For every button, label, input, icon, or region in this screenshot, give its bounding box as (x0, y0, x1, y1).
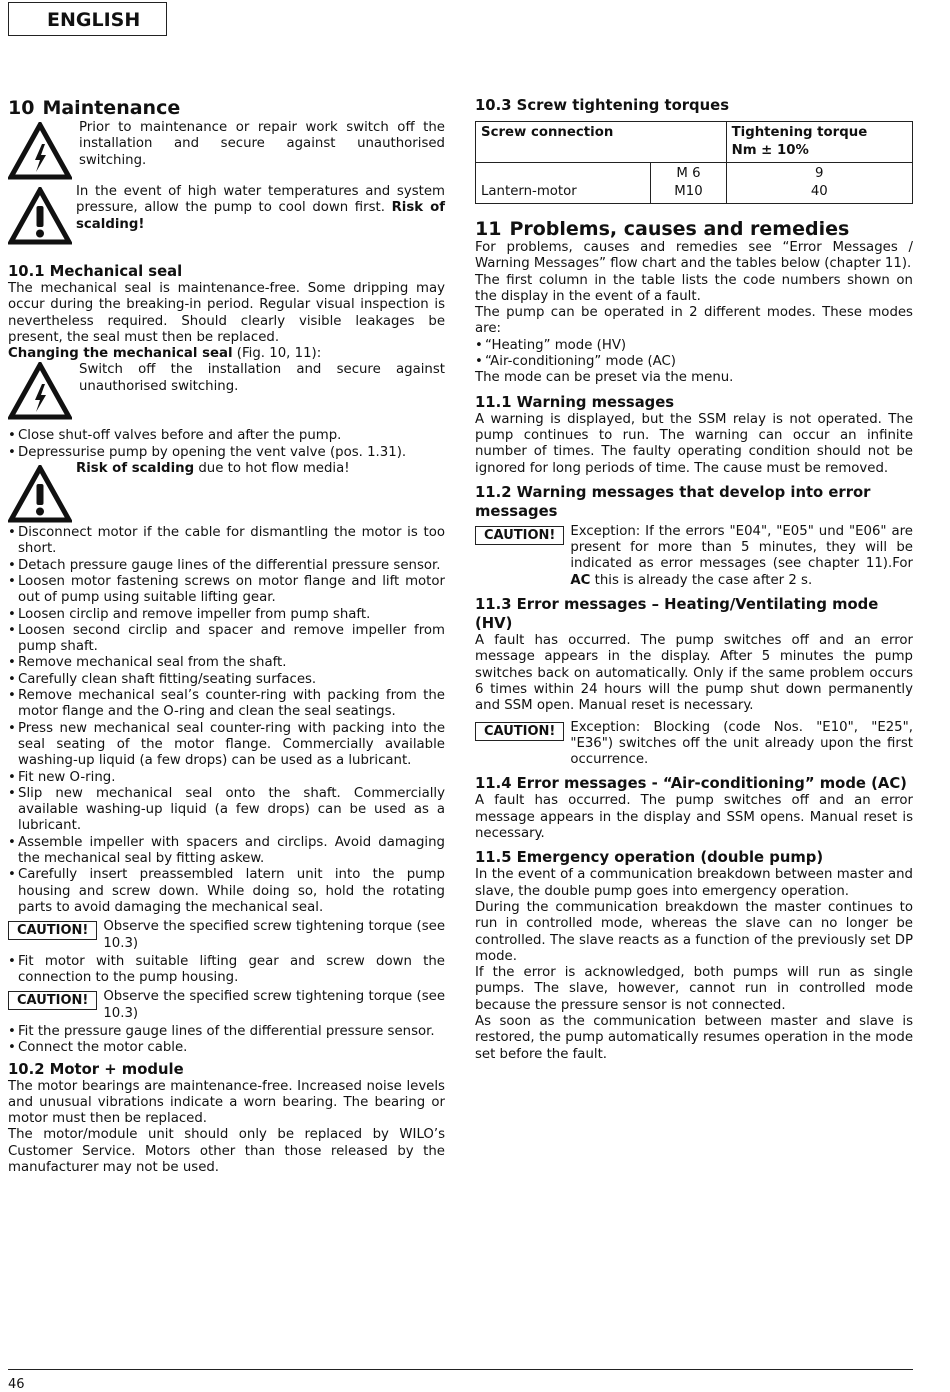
list-item: • “Air-conditioning” mode (AC) (475, 354, 913, 370)
list-item: • Loosen second circlip and spacer and remove impeller from pump shaft. (8, 623, 445, 656)
warning-text: Prior to maintenance or repair work switch off the installation and secure against unauthorised switching. (79, 120, 445, 168)
table-header-cell: Screw connection (476, 122, 727, 163)
figure-reference: (Fig. 10, 11): (232, 346, 322, 362)
paragraph: The pump can be operated in 2 different modes. These modes are: (475, 305, 913, 337)
section-number: 11 (475, 218, 502, 240)
header-line: Nm ± 10% (731, 143, 809, 158)
caution-note (8, 919, 445, 952)
caution-note (475, 524, 913, 589)
list-item: • Connect the motor cable. (8, 1040, 445, 1056)
warning-text-main: In the event of high water temperatures and system pressure, allow the pump to cool down first. (76, 184, 445, 216)
caution-text (570, 524, 913, 589)
screw-size: M10 (674, 184, 703, 199)
left-column (8, 94, 445, 1176)
paragraph: The motor/module unit should only be replaced by WILO’s Customer Service. Motors other than those released by the manufacturer may not be used. (8, 1127, 445, 1176)
scalding-warning-block (8, 461, 445, 525)
section-10-2-heading: 10.2 Motor + module (8, 1060, 184, 1078)
list-item: • Fit the pressure gauge lines of the differential pressure sensor. (8, 1024, 445, 1040)
list-item: • Loosen circlip and remove impeller from pump shaft. (8, 607, 445, 623)
section-10-3-heading: 10.3 Screw tightening torques (475, 97, 730, 114)
table-cell: Lantern-motor (476, 163, 651, 204)
hot-water-warning-block (8, 184, 445, 250)
torque-value: 40 (810, 184, 828, 199)
torque-value: 9 (815, 166, 824, 181)
section-11-heading (475, 218, 913, 240)
paragraph: The motor bearings are maintenance-free. Increased noise levels and unusual vibrations indicate a worn bearing. The bearing or motor must then be replaced. (8, 1078, 445, 1127)
caution-text-end: this is already the case after 2 s. (590, 572, 813, 588)
paragraph: If the error is acknowledged, both pumps will run as single pumps. The slave, however, cannot run in controlled mode because the pressure sensor is not connected. (475, 965, 913, 1013)
warning-text: Switch off the installation and secure against unauthorised switching. (79, 362, 445, 394)
section-10-heading (8, 96, 445, 120)
exclamation-warning-icon (8, 187, 72, 245)
paragraph: During the communication breakdown the master continues to run in controlled mode, whereas the slave can no longer be controlled. The slave reacts as a function of the previously set DP mode. (475, 899, 913, 964)
step-list (8, 954, 445, 987)
caution-badge: CAUTION! (475, 722, 564, 741)
header-line: Tightening torque (731, 125, 868, 140)
paragraph: A fault has occurred. The pump switches off and an error message appears in the display and SSM opens. Manual reset is necessary. (475, 793, 913, 842)
table-header-row (476, 122, 913, 163)
paragraph: The first column in the table lists the code numbers shown on the display in the event of a fault. (475, 272, 913, 304)
caution-badge: CAUTION! (8, 991, 97, 1010)
table-cell (651, 163, 726, 204)
paragraph (8, 346, 445, 362)
section-11-5-heading: 11.5 Emergency operation (double pump) (475, 849, 824, 867)
list-item: • Fit motor with suitable lifting gear and screw down the connection to the pump housing. (8, 954, 445, 987)
list-item: • Fit new O-ring. (8, 770, 445, 786)
section-title: Maintenance (42, 97, 181, 119)
screw-size: M 6 (676, 166, 701, 181)
list-item: • Close shut-off valves before and after the pump. (8, 428, 445, 444)
step-list (8, 525, 445, 916)
list-item: • Slip new mechanical seal onto the shaft. Commercially available washing-up liquid (a few drops) can be used as a lubricant. (8, 786, 445, 835)
caution-text-main: Exception: If the errors "E04", "E05" und "E06" are present for more than 5 minutes, they will be indicated as error messages (see chapter 11).For (570, 523, 913, 572)
warning-text (8, 461, 445, 477)
section-11-1-heading: 11.1 Warning messages (475, 393, 675, 411)
list-item: • “Heating” mode (HV) (475, 338, 913, 354)
caution-text: Exception: Blocking (code Nos. "E10", "E25", "E36") switches off the unit already upon the first occurrence. (570, 719, 913, 768)
list-item: • Depressurise pump by opening the vent valve (pos. 1.31). (8, 445, 445, 461)
caution-note (8, 989, 445, 1022)
paragraph: As soon as the communication between master and slave is restored, the pump automatically resumes operation in the mode set before the fault. (475, 1013, 913, 1062)
footer-divider (8, 1369, 913, 1370)
high-voltage-warning-icon (8, 362, 72, 420)
section-11-2-heading: 11.2 Warning messages that develop into error messages (475, 483, 871, 520)
section-number: 10 (8, 97, 35, 119)
right-column (475, 94, 913, 1063)
caution-text-emphasis: AC (570, 572, 591, 588)
warning-text-emphasis: Risk of scalding! (76, 200, 446, 232)
caution-badge: CAUTION! (8, 921, 97, 940)
page-number: 46 (8, 1377, 25, 1392)
caution-text: Observe the specified screw tightening torque (see 10.3) (103, 989, 445, 1021)
high-voltage-warning-icon (8, 122, 72, 180)
table-header-cell (726, 122, 912, 163)
caution-note (475, 720, 913, 769)
list-item: • Remove mechanical seal’s counter-ring with packing from the motor flange and the O-ring and clean the seal seatings. (8, 688, 445, 721)
warning-text-main: due to hot flow media! (194, 461, 350, 477)
step-list (8, 428, 445, 461)
section-11-3-heading: 11.3 Error messages – Heating/Ventilating mode (HV) (475, 596, 879, 633)
exclamation-warning-icon (8, 465, 72, 523)
table-cell (726, 163, 912, 204)
list-item: • Remove mechanical seal from the shaft. (8, 655, 445, 671)
paragraph: In the event of a communication breakdown between master and slave, the double pump goes into emergency operation. (475, 867, 913, 899)
warning-text-emphasis: Risk of scalding (76, 461, 195, 477)
paragraph: A warning is displayed, but the SSM relay is not operated. The pump continues to run. The warning can occur an infinite number of times. The faulty operating condition should not be ignored for long periods of time. The cause must be removed. (475, 411, 913, 476)
mode-list (475, 338, 913, 371)
torque-table (475, 121, 913, 204)
step-list (8, 1024, 445, 1057)
paragraph: The mechanical seal is maintenance-free. Some dripping may occur during the breaking-in period. Regular visual inspection is nevertheless required. Should clearly visible leakages be present, the seal must then be replaced. (8, 281, 445, 345)
section-11-4-heading: 11.4 Error messages - “Air-conditioning” mode (AC) (475, 775, 907, 793)
section-title: Problems, causes and remedies (509, 218, 850, 240)
list-item: • Disconnect motor if the cable for dismantling the motor is too short. (8, 525, 445, 558)
electrical-warning-block (8, 362, 445, 422)
caution-badge: CAUTION! (475, 526, 564, 545)
list-item: • Detach pressure gauge lines of the differential pressure sensor. (8, 558, 445, 574)
caution-text: Observe the specified screw tightening torque (see 10.3) (103, 919, 445, 951)
list-item: • Carefully insert preassembled latern unit into the pump housing and screw down. While doing so, hold the rotating parts to avoid damaging the mechanical seal. (8, 867, 445, 916)
paragraph: The mode can be preset via the menu. (475, 370, 734, 386)
list-item: • Press new mechanical seal counter-ring with packing into the seal seating of the motor flange. Commercially available washing-up liquid (a few drops) can be used as a lubricant. (8, 721, 445, 770)
list-item: • Assemble impeller with spacers and circlips. Avoid damaging the mechanical seal by fitting askew. (8, 835, 445, 868)
section-10-1-heading: 10.1 Mechanical seal (8, 263, 183, 280)
table-row (476, 163, 913, 204)
list-item: • Carefully clean shaft fitting/seating surfaces. (8, 672, 445, 688)
electrical-warning-block (8, 120, 445, 182)
paragraph: For problems, causes and remedies see “Error Messages / Warning Messages” flow chart and the tables below (chapter 11). (475, 240, 913, 272)
warning-text (8, 184, 445, 233)
language-label: ENGLISH (8, 2, 167, 36)
list-item: • Loosen motor fastening screws on motor flange and lift motor out of pump using suitable lifting gear. (8, 574, 445, 607)
subheading: Changing the mechanical seal (8, 346, 233, 362)
paragraph: A fault has occurred. The pump switches off and an error message appears in the display. After 5 minutes the pump switches back on automatically. Only if the same problem occurs 6 times within 24 hours will the pump shut down permanently and SSM open. Manual reset is necessary. (475, 633, 913, 714)
